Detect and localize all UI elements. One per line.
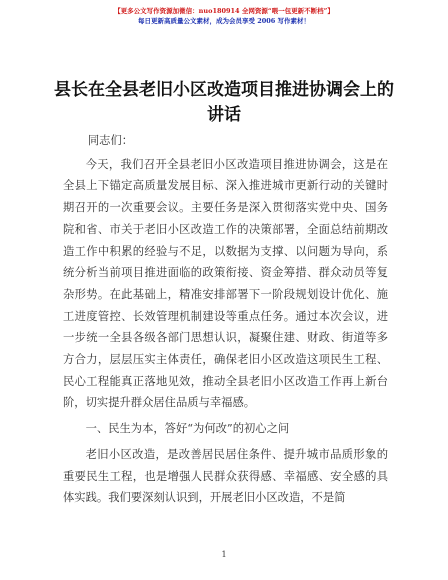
page-number: 1 [221,550,227,559]
title-line-2: 讲话 [207,105,241,125]
greeting: 同志们： [87,134,134,147]
banner-line-update: 每日更新高质量公文素材，成为会员享受 2006 写作素材！ [137,17,311,25]
title-line-1: 县长在全县老旧小区改造项目推进协调会上的 [54,80,394,100]
paragraph-section-1: 老旧小区改造，是改善居民居住条件、提升城市品质形象的重要民生工程，也是增强人民群众获得感、幸福感、安全感的具体实践。我们要深刻认识到，开展老旧小区改造，不是简 [63,447,388,505]
section-heading-1: 一、民生为本，答好“为何改”的初心之问 [85,422,290,436]
document-title [40,78,408,128]
document-body [63,130,388,509]
banner-line-promo: 【更多公文写作资源加微信：nuo180914 全网资源“喂一包更新不断档”】 [114,7,334,15]
paragraph-intro: 今天，我们召开全县老旧小区改造项目推进协调会，这是在全县上下锚定高质量发展目标、深入推进城市更新行动的关键时期召开的一次重要会议。主要任务是深入贯彻落实党中央、国务院和省、市关于老旧小区改造工作的决策部署，全面总结前期改造工作中积累的经验与不足，以数据为支撑、以问题为导向，系统分析当前项目推进面临的政策衔接、资金筹措、群众动员等复杂形势。在此基础上，精准安排部署下一阶段规划设计优化、施工进度管控、长效管理机制建设等重点任务。通过本次会议，进一步统一全县各级各部门思想认识，凝聚住建、财政、街道等多方合力，层层压实主体责任，确保老旧小区改造这项民生工程、民心工程能真正落地见效，推动全县老旧小区改造工作再上新台阶，切实提升群众居住品质与幸福感。 [63,157,388,410]
header-banner [0,6,448,26]
